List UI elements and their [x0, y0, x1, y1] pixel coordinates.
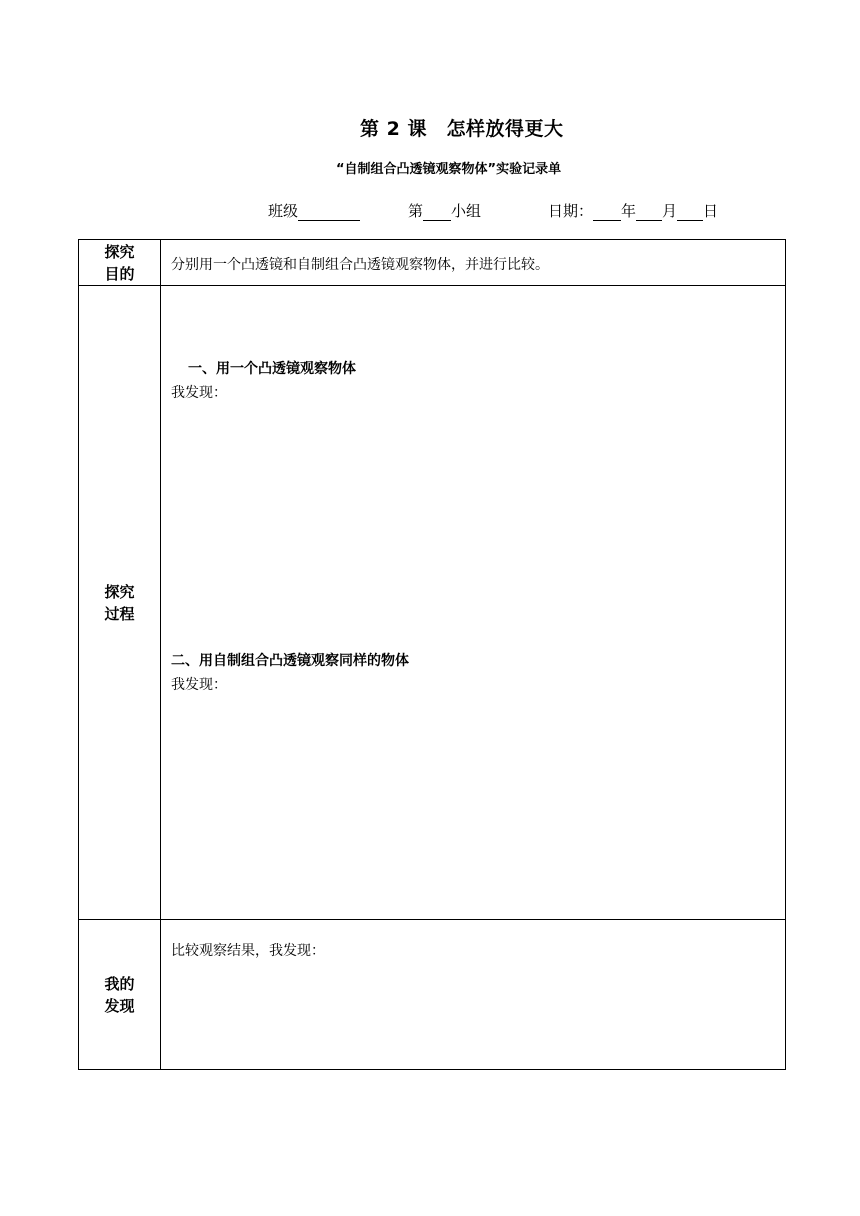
process-label-line1: 探究: [104, 582, 135, 601]
finding-label: [79, 920, 161, 1070]
month-blank[interactable]: [636, 204, 662, 221]
section1-note: 我发现：: [171, 385, 227, 401]
process-label-line2: 过程: [104, 604, 135, 623]
purpose-row: [79, 240, 786, 286]
purpose-label-line2: 目的: [104, 264, 135, 283]
finding-row: [79, 920, 786, 1070]
section2-note: 我发现：: [171, 677, 227, 693]
group-suffix: 小组: [451, 202, 482, 220]
purpose-label-line1: 探究: [104, 242, 135, 261]
class-label: 班级: [268, 202, 299, 220]
class-field: [268, 200, 360, 221]
page-subtitle: “自制组合凸透镜观察物体”实验记录单: [336, 162, 562, 177]
group-prefix: 第: [408, 202, 424, 220]
finding-label-line1: 我的: [104, 974, 135, 993]
class-blank[interactable]: [298, 204, 360, 221]
day-label: 日: [703, 202, 719, 220]
group-field: [408, 200, 481, 221]
finding-text: 比较观察结果，我发现：: [171, 943, 325, 959]
month-label: 月: [662, 202, 678, 220]
process-cell[interactable]: [161, 286, 786, 920]
process-row: [79, 286, 786, 920]
year-blank[interactable]: [593, 204, 621, 221]
finding-label-line2: 发现: [104, 996, 135, 1015]
record-table: [78, 239, 786, 1070]
group-blank[interactable]: [423, 204, 451, 221]
date-field: [548, 200, 718, 221]
purpose-label: [79, 240, 161, 286]
page-title: 第 2 课 怎样放得更大: [360, 118, 564, 140]
section2-heading: 二、用自制组合凸透镜观察同样的物体: [171, 653, 409, 669]
section1-heading: 一、用一个凸透镜观察物体: [188, 361, 356, 377]
finding-cell[interactable]: [161, 920, 786, 1070]
process-label: [79, 286, 161, 920]
purpose-text: 分别用一个凸透镜和自制组合凸透镜观察物体，并进行比较。: [171, 257, 549, 273]
date-label: 日期：: [548, 202, 594, 220]
day-blank[interactable]: [677, 204, 703, 221]
year-label: 年: [621, 202, 637, 220]
purpose-cell[interactable]: [161, 240, 786, 286]
